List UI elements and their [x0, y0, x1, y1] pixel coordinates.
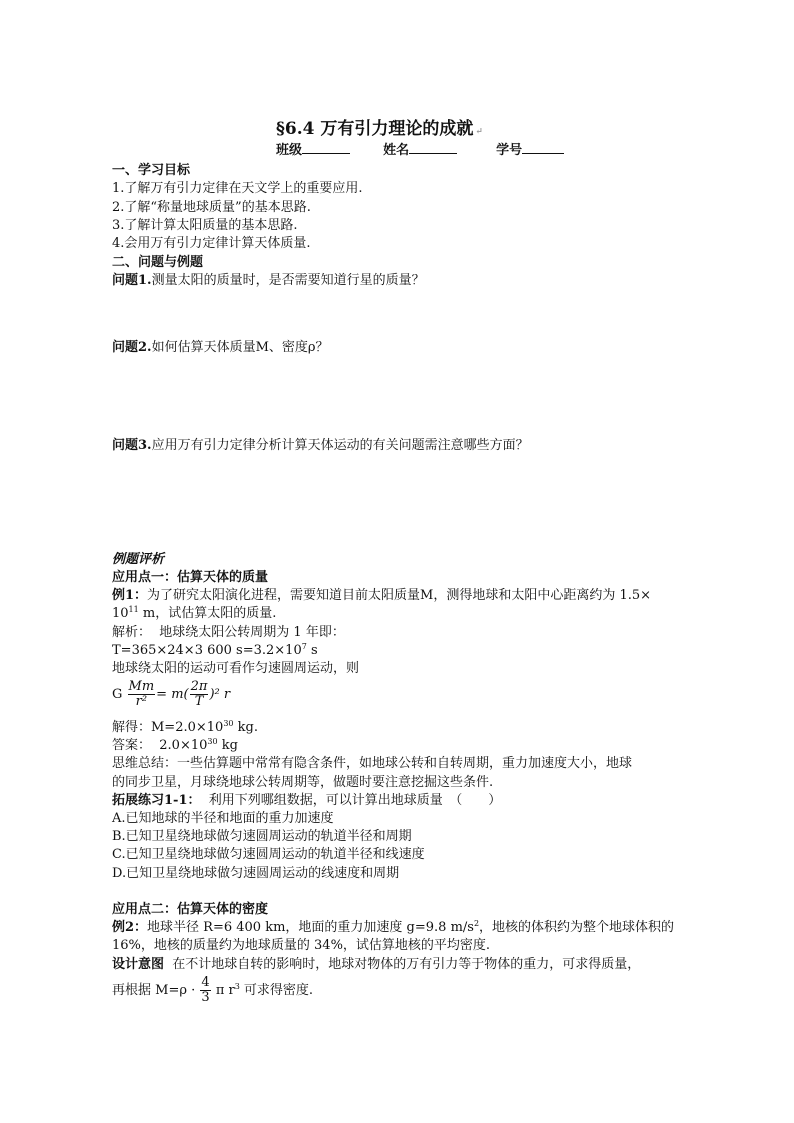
formula-fraction-mass: $\frac{Mm}{\text{r²}}$ [128, 679, 155, 709]
answer-line: 答案： $2.0\times 10^{30}$ kg [112, 737, 238, 753]
question-3: 问题3.应用万有引力定律分析计算天体运动的有关问题需注意哪些方面？ [112, 438, 529, 453]
density-fraction: $\frac{4}{3}$ [201, 975, 210, 1005]
summary-line1: 思维总结：一些估算题中常常有隐含条件，如地球公转和自转周期，重力加速度大小，地球 [112, 756, 633, 771]
solution-line: 解得：$M=2.0\times 10^{30}$ kg. [112, 719, 258, 735]
class-label: 班级 [276, 143, 303, 158]
option-b: B.已知卫星绕地球做匀速圆周运动的轨道半径和周期 [112, 829, 412, 844]
goal-item: 4.会用万有引力定律计算天体质量. [112, 236, 311, 251]
class-blank[interactable] [302, 140, 350, 154]
question-2: 问题2.如何估算天体质量M、密度ρ？ [112, 340, 329, 355]
question-1: 问题1.测量太阳的质量时，是否需要知道行星的质量？ [112, 273, 425, 288]
point1-heading: 应用点一：估算天体的质量 [112, 570, 269, 585]
density-formula: 再根据 M=ρ · $\frac{4}{3}$ π $r^3$ 可求得密度. [112, 975, 314, 1005]
page-title: §6.4 万有引力理论的成就 ↵ [276, 119, 483, 139]
analysis-line: 解析： 地球绕太阳公转周期为 1 年即： [112, 625, 345, 640]
design-intent: 设计意图 在不计地球自转的影响时，地球对物体的万有引力等于物体的重力，可求得质量， [112, 957, 641, 972]
example1-line1: 例1：为了研究太阳演化进程，需要知道目前太阳质量M，测得地球和太阳中心距离约为 1.5× [112, 588, 652, 603]
section2-heading: 二、问题与例题 [112, 255, 204, 270]
goal-item: 2.了解“称量地球质量”的基本思路. [112, 200, 311, 215]
goal-item: 1.了解万有引力定律在天文学上的重要应用. [112, 181, 363, 196]
option-a: A.已知地球的半径和地面的重力加速度 [112, 811, 334, 826]
gravity-formula: G $\frac{Mm}{\text{r²}}$ = m( $\frac{2\pi}{T}$ )² r [112, 679, 231, 709]
example2-line1: 例2：地球半径 R=6 400 km，地面的重力加速度 g=9.8 $m/s^2$，地核的体积约为整个地球体积的 [112, 919, 675, 935]
id-label: 学号 [496, 143, 523, 158]
point2-heading: 应用点二：估算天体的密度 [112, 902, 269, 917]
extension-question: 拓展练习1-1： 利用下列哪组数据，可以计算出地球质量 （ ） [112, 793, 502, 808]
name-blank[interactable] [409, 140, 457, 154]
formula-fraction-omega: $\frac{2\pi}{T}$ [190, 679, 208, 709]
calc-period: T=365×24×3 600 $s=3.2\times 10^7$ s [112, 642, 318, 658]
id-blank[interactable] [522, 140, 564, 154]
return-mark-icon: ↵ [475, 127, 483, 137]
example2-line2: 16%，地核的质量约为地球质量的 34%，试估算地核的平均密度. [112, 938, 491, 953]
section1-heading: 一、学习目标 [112, 163, 191, 178]
circular-motion-line: 地球绕太阳的运动可看作匀速圆周运动，则 [112, 661, 360, 676]
option-c: C.已知卫星绕地球做匀速圆周运动的轨道半径和线速度 [112, 847, 425, 862]
header-fields [276, 140, 564, 159]
goal-item: 3.了解计算太阳质量的基本思路. [112, 218, 298, 233]
example1-line2: $10^{11}$ m，试估算太阳的质量. [112, 605, 277, 621]
name-label: 姓名 [383, 143, 410, 158]
summary-line2: 的同步卫星，月球绕地球公转周期等，做题时要注意挖掘这些条件. [112, 775, 494, 790]
examples-heading: 例题评析 [112, 552, 165, 567]
option-d: D.已知卫星绕地球做匀速圆周运动的线速度和周期 [112, 866, 400, 881]
